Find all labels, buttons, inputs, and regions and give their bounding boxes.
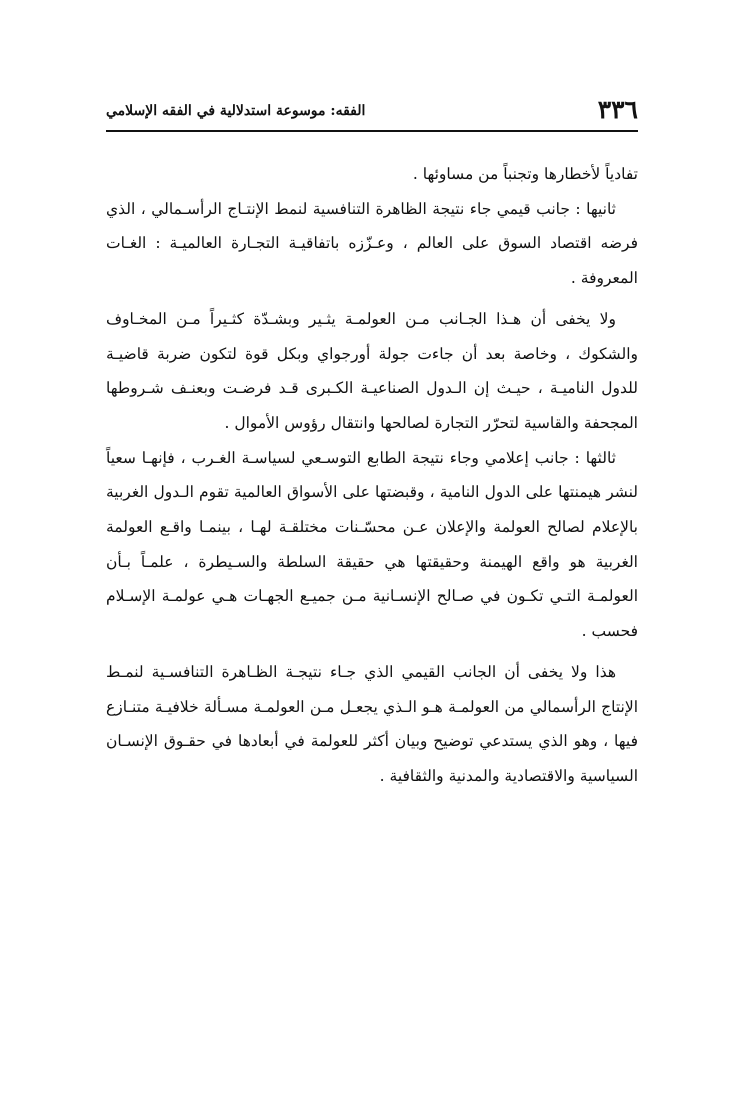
page-header [106, 94, 638, 128]
paragraph-third-aspect: ثالثها : جانب إعلامي وجاء نتيجة الطابع التوسـعي لسياسـة الغـرب ، فإنهـا سعياً لنشر هيمنتها على الدول النامية ، وقبضتها على الأسواق العالمية تقوم الـدول الغربية بالإعلام لصالح العولمة والإعلان عـن محسّـنات مختلقـة لهـا ، بينمـا واقـع العولمة الغربية هو واقع الهيمنة وحقيقتها هي حقيقة السلطة والسـيطرة ، علمـاً بـأن العولمـة التـي تكـون في صـالح الإنسـانية مـن جميـع الجهـات هـي عولمـة الإسـلام فحسب . [106, 448, 638, 641]
paragraph-continuation: تفادياً لأخطارها وتجنباً من مساوئها . [412, 165, 638, 183]
paragraph-second-aspect: ثانيها : جانب قيمي جاء نتيجة الظاهرة التنافسية لنمط الإنتـاج الرأسـمالي ، الذي فرضه اقتصاد السوق على العالم ، وعـزّزه باتفاقيـة التجـارة العالميـة : الغـات المعروفة . [106, 199, 638, 288]
header-rule [106, 130, 638, 132]
body-text [106, 157, 638, 794]
paragraph-concerns: ولا يخفى أن هـذا الجـانب مـن العولمـة يثـير وبشـدّة كثـيراً مـن المخـاوف والشكوك ، وخاصة بعد أن جاءت جولة أورجواي وبكل قوة لتكون ضربة قاضيـة للدول الناميـة ، حيـث إن الـدول الصناعيـة الكـبرى قـد فرضـت وبعنـف شـروطها المجحفة والقاسية لتحرّر التجارة لصالحها وانتقال رؤوس الأموال . [106, 309, 638, 432]
page-number: ٣٣٦ [597, 95, 638, 124]
paragraph-conclusion: هذا ولا يخفى أن الجانب القيمي الذي جـاء نتيجـة الظـاهرة التنافسـية لنمـط الإنتاج الرأسمالي من العولمـة هـو الـذي يجعـل مـن العولمـة مسـألة خلافيـة متنـازع فيها ، وهو الذي يستدعي توضيح وبيان أكثر للعولمة في أبعادها في حقـوق الإنسـان السياسية والاقتصادية والمدنية والثقافية . [106, 662, 638, 785]
running-title: الفقه: موسوعة استدلالية في الفقه الإسلامي [106, 103, 366, 119]
